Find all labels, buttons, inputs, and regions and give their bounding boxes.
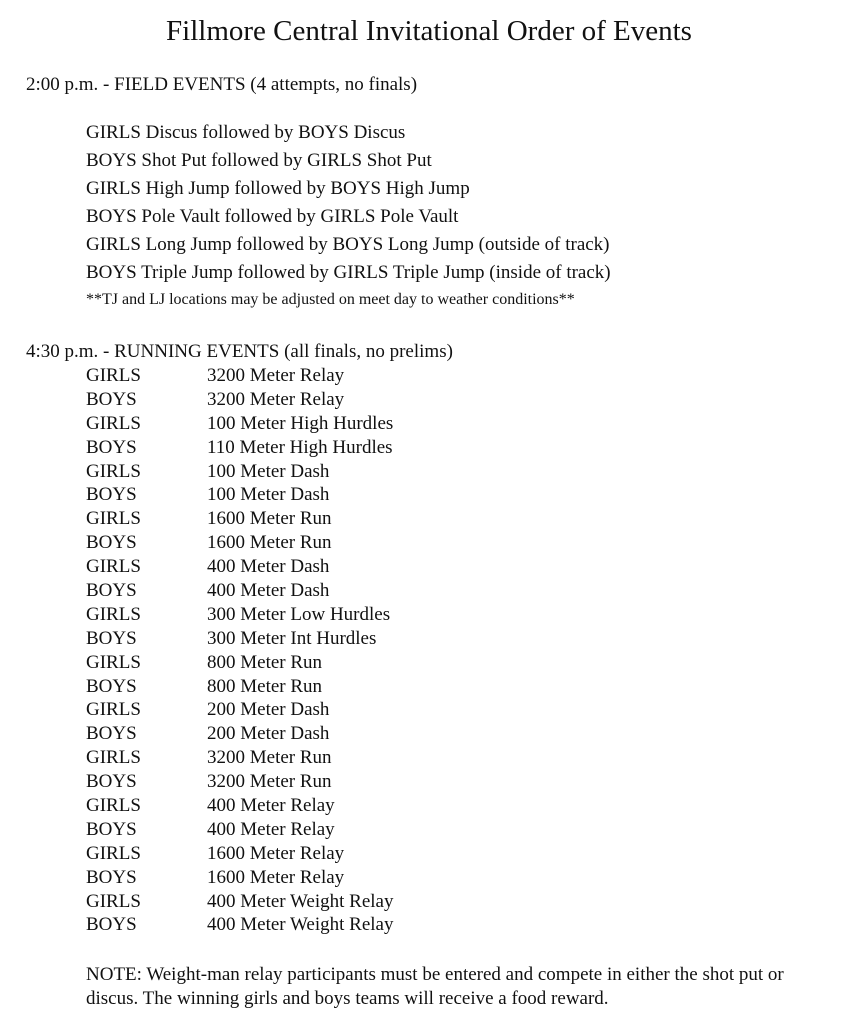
running-event-gender: GIRLS bbox=[86, 508, 141, 530]
running-event-name: 200 Meter Dash bbox=[207, 723, 330, 745]
running-event-row bbox=[86, 890, 394, 914]
field-events-heading: 2:00 p.m. - FIELD EVENTS (4 attempts, no finals) bbox=[26, 74, 418, 95]
footer-note: NOTE: Weight-man relay participants must be entered and compete in either the shot put or discus. The winning girls and boys teams will receive a food reward. bbox=[86, 964, 784, 1009]
running-event-name: 100 Meter High Hurdles bbox=[207, 412, 394, 434]
running-event-row bbox=[86, 627, 394, 651]
running-event-row bbox=[86, 388, 394, 412]
running-event-row bbox=[86, 460, 394, 484]
running-event-name: 400 Meter Relay bbox=[207, 818, 335, 840]
running-event-gender: BOYS bbox=[86, 484, 137, 506]
running-event-name: 1600 Meter Relay bbox=[207, 842, 345, 864]
running-event-gender: BOYS bbox=[86, 723, 137, 745]
running-event-row bbox=[86, 364, 394, 388]
running-event-gender: BOYS bbox=[86, 675, 137, 697]
field-event-item: GIRLS Discus followed by BOYS Discus bbox=[86, 122, 406, 143]
running-event-gender: GIRLS bbox=[86, 842, 141, 864]
running-event-row bbox=[86, 818, 394, 842]
running-event-row bbox=[86, 794, 394, 818]
running-event-gender: GIRLS bbox=[86, 699, 141, 721]
running-event-gender: BOYS bbox=[86, 580, 137, 602]
running-event-gender: GIRLS bbox=[86, 460, 141, 482]
running-event-name: 3200 Meter Relay bbox=[207, 388, 345, 410]
field-event-item: GIRLS High Jump followed by BOYS High Jump bbox=[86, 178, 470, 199]
running-event-name: 100 Meter Dash bbox=[207, 460, 330, 482]
field-events-list bbox=[86, 121, 611, 289]
running-event-name: 3200 Meter Relay bbox=[207, 365, 345, 386]
running-event-name: 100 Meter Dash bbox=[207, 484, 330, 506]
running-event-row bbox=[86, 555, 394, 579]
running-event-gender: BOYS bbox=[86, 818, 137, 840]
running-event-gender: BOYS bbox=[86, 388, 137, 410]
running-event-row bbox=[86, 722, 394, 746]
running-event-gender: GIRLS bbox=[86, 603, 141, 625]
running-event-row bbox=[86, 651, 394, 675]
field-event-item: BOYS Shot Put followed by GIRLS Shot Put bbox=[86, 150, 432, 171]
running-event-row bbox=[86, 436, 394, 460]
running-event-row bbox=[86, 866, 394, 890]
running-events-heading: 4:30 p.m. - RUNNING EVENTS (all finals, no prelims) bbox=[26, 341, 453, 362]
running-event-row bbox=[86, 412, 394, 436]
running-event-gender: GIRLS bbox=[86, 651, 141, 673]
running-event-gender: GIRLS bbox=[86, 365, 141, 386]
running-event-row bbox=[86, 675, 394, 699]
running-event-gender: GIRLS bbox=[86, 747, 141, 769]
running-event-name: 800 Meter Run bbox=[207, 675, 323, 697]
running-event-gender: BOYS bbox=[86, 627, 137, 649]
running-event-gender: GIRLS bbox=[86, 890, 141, 912]
page-title: Fillmore Central Invitational Order of Events bbox=[166, 15, 692, 47]
running-event-row bbox=[86, 507, 394, 531]
running-event-gender: GIRLS bbox=[86, 795, 141, 817]
running-event-name: 400 Meter Dash bbox=[207, 580, 330, 602]
field-event-item: BOYS Triple Jump followed by GIRLS Triple Jump (inside of track) bbox=[86, 262, 611, 283]
running-event-name: 110 Meter High Hurdles bbox=[207, 436, 393, 458]
field-event-item: GIRLS Long Jump followed by BOYS Long Jump (outside of track) bbox=[86, 234, 610, 255]
running-event-name: 400 Meter Dash bbox=[207, 556, 330, 578]
running-event-row bbox=[86, 746, 394, 770]
running-event-row bbox=[86, 770, 394, 794]
field-event-item: BOYS Pole Vault followed by GIRLS Pole Vault bbox=[86, 206, 459, 227]
running-event-gender: GIRLS bbox=[86, 412, 141, 434]
running-event-row bbox=[86, 483, 394, 507]
running-event-name: 1600 Meter Run bbox=[207, 508, 332, 530]
running-event-gender: BOYS bbox=[86, 532, 137, 554]
running-event-name: 300 Meter Low Hurdles bbox=[207, 603, 391, 625]
running-event-name: 400 Meter Weight Relay bbox=[207, 890, 394, 912]
running-event-gender: BOYS bbox=[86, 436, 137, 458]
running-event-gender: GIRLS bbox=[86, 556, 141, 578]
running-event-name: 1600 Meter Relay bbox=[207, 866, 345, 888]
running-event-gender: BOYS bbox=[86, 771, 137, 793]
running-event-name: 3200 Meter Run bbox=[207, 771, 332, 793]
running-event-row bbox=[86, 579, 394, 603]
running-event-name: 1600 Meter Run bbox=[207, 532, 332, 554]
running-event-name: 400 Meter Weight Relay bbox=[207, 914, 394, 936]
running-event-name: 400 Meter Relay bbox=[207, 795, 335, 817]
field-events-note: **TJ and LJ locations may be adjusted on meet day to weather conditions** bbox=[86, 291, 575, 308]
running-event-name: 200 Meter Dash bbox=[207, 699, 330, 721]
running-event-name: 300 Meter Int Hurdles bbox=[207, 627, 377, 649]
running-event-row bbox=[86, 842, 394, 866]
running-event-row bbox=[86, 531, 394, 555]
running-event-row bbox=[86, 913, 394, 937]
running-event-name: 3200 Meter Run bbox=[207, 747, 332, 769]
running-event-gender: BOYS bbox=[86, 866, 137, 888]
running-event-name: 800 Meter Run bbox=[207, 651, 323, 673]
running-event-row bbox=[86, 698, 394, 722]
running-event-gender: BOYS bbox=[86, 914, 137, 936]
running-events-list bbox=[86, 364, 394, 937]
running-event-row bbox=[86, 603, 394, 627]
